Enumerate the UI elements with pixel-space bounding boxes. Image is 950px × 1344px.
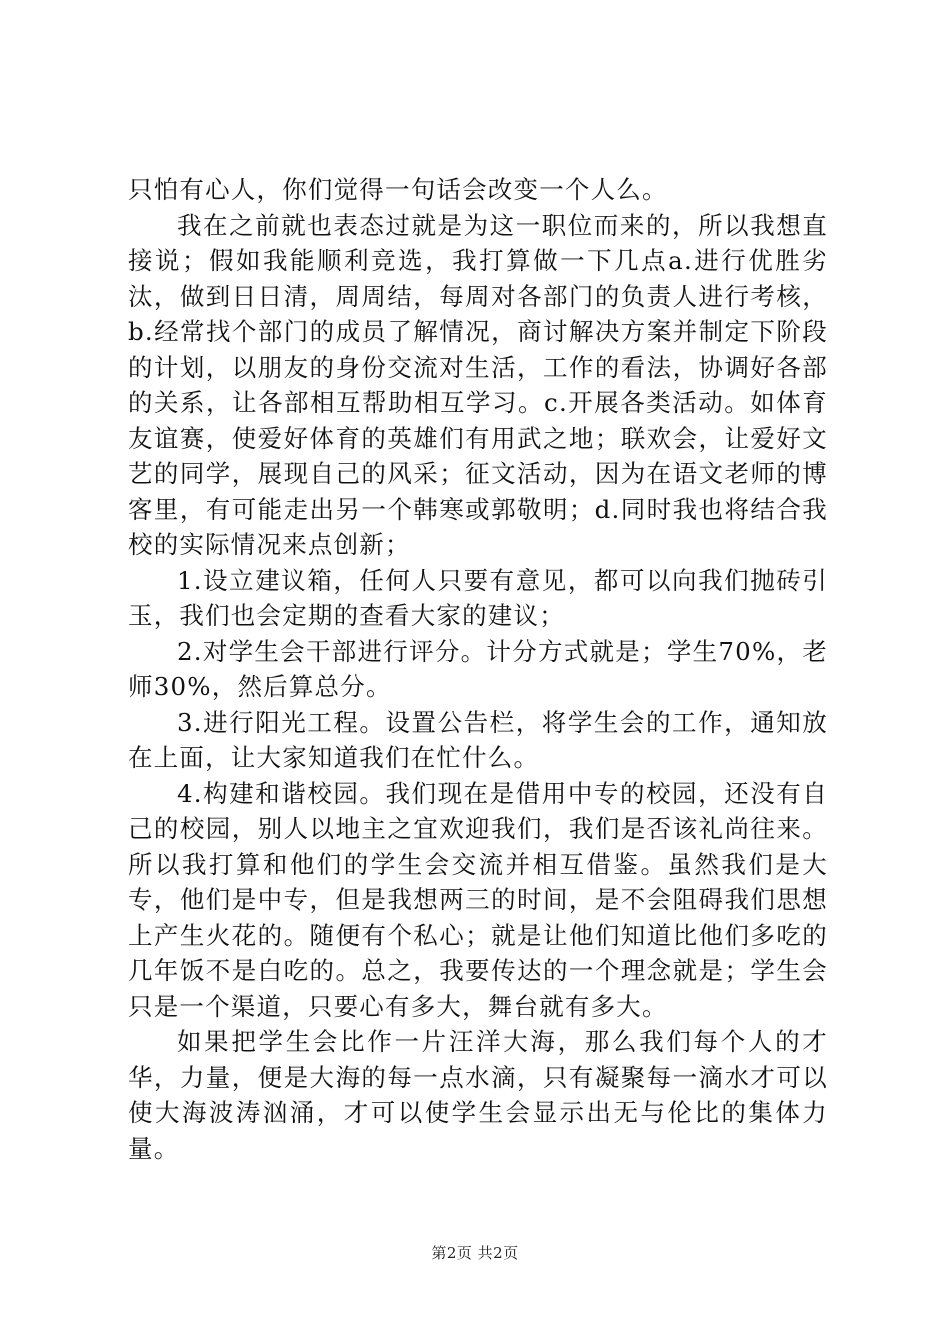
paragraph-conclusion: 如果把学生会比作一片汪洋大海，那么我们每个人的才华，力量，便是大海的每一点水滴，只有凝聚每一滴水才可以使大海波涛汹涌，才可以使学生会显示出无与伦比的集体力量。 <box>128 1027 828 1163</box>
page-number-footer: 第2页 共2页 <box>431 1244 519 1262</box>
paragraph-item-1: 1.设立建议箱，任何人只要有意见，都可以向我们抛砖引玉，我们也会定期的查看大家的建议； <box>128 565 828 630</box>
paragraph-continuation: 只怕有心人，你们觉得一句话会改变一个人么。 <box>128 175 668 204</box>
paragraph-item-2: 2.对学生会干部进行评分。计分方式就是；学生70%，老师30%，然后算总分。 <box>128 636 828 701</box>
paragraph-item-4: 4.构建和谐校园。我们现在是借用中专的校园，还没有自己的校园，别人以地主之宜欢迎我们，我们是否该礼尚往来。所以我打算和他们的学生会交流并相互借鉴。虽然我们是大专，他们是中专，但是我想两三的时间，是不会阻碍我们思想上产生火花的。随便有个私心；就是让他们知道比他们多吃的几年饭不是白吃的。总之，我要传达的一个理念就是；学生会只是一个渠道，只要心有多大，舞台就有多大。 <box>128 778 828 1021</box>
paragraph-item-3: 3.进行阳光工程。设置公告栏，将学生会的工作，通知放在上面，让大家知道我们在忙什么。 <box>128 707 828 772</box>
paragraph-plan: 我在之前就也表态过就是为这一职位而来的，所以我想直接说；假如我能顺利竞选，我打算做一下几点a.进行优胜劣汰，做到日日清，周周结，每周对各部门的负责人进行考核，b.经常找个部门的成员了解情况，商讨解决方案并制定下阶段的计划，以朋友的身份交流对生活，工作的看法，协调好各部的关系，让各部相互帮助相互学习。c.开展各类活动。如体育友谊赛，使爱好体育的英雄们有用武之地；联欢会，让爱好文艺的同学，展现自己的风采；征文活动，因为在语文老师的博客里，有可能走出另一个韩寒或郭敬明；d.同时我也将结合我校的实际情况来点创新； <box>128 210 828 559</box>
document-body <box>128 172 828 1166</box>
